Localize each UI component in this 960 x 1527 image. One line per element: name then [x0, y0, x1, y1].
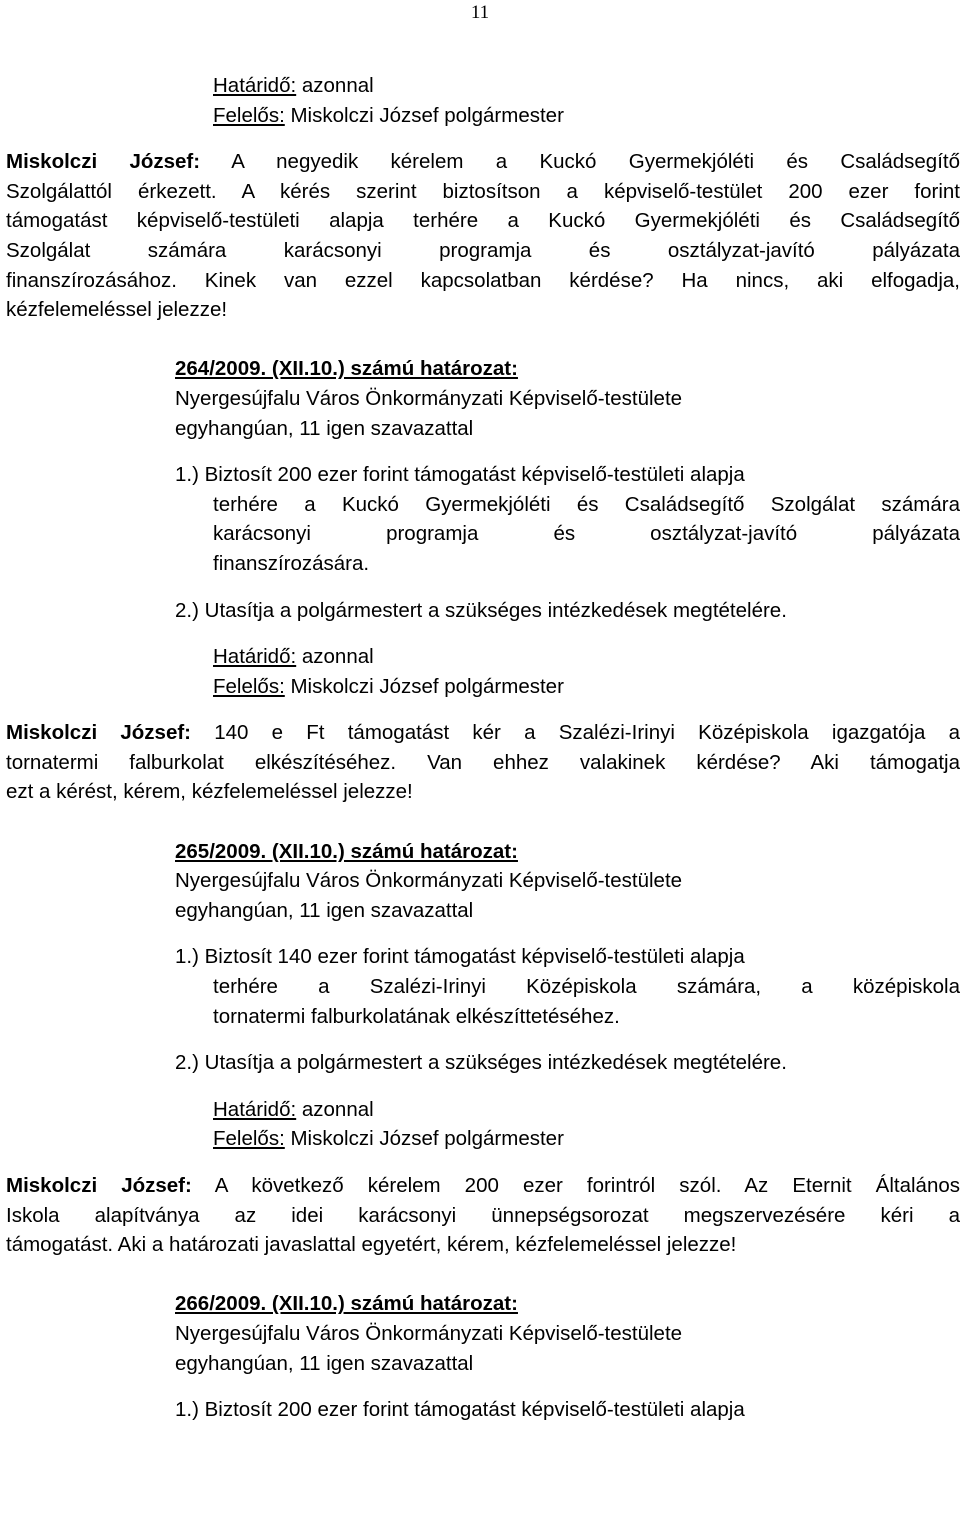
paragraph-line: Szolgálattól érkezett. A kérés szerint biztosítson a képviselő-testület 200 ezer forint [6, 179, 960, 203]
paragraph-line: Miskolczi József: 140 e Ft támogatást kér a Szalézi-Irinyi Középiskola igazgatója a [6, 721, 960, 745]
resolution-title: 266/2009. (XII.10.) számú határozat: [175, 1292, 518, 1316]
responsible-label: Felelős: [213, 1127, 285, 1151]
resolution-item-1: 1.) Biztosít 200 ezer forint támogatást képviselő-testületi alapja [175, 1398, 745, 1422]
responsible-line [213, 1124, 960, 1154]
resolution-item-2: 2.) Utasítja a polgármestert a szükséges intézkedések megtételére. [175, 598, 787, 622]
deadline-line [213, 1095, 960, 1125]
paragraph-line: Iskola alapítványa az idei karácsonyi ünnepségsorozat megszervezésére kéri a [6, 1203, 960, 1227]
paragraph-2 [6, 718, 960, 807]
paragraph-line: támogatást képviselő-testületi alapja terhére a Kuckó Gyermekjóléti és Családsegítő [6, 209, 960, 233]
deadline-label: Határidő: [213, 74, 297, 97]
resolution-body: Nyergesújfalu Város Önkormányzati Képviselő-testülete [175, 386, 683, 410]
resolution-item-line: finanszírozására. [213, 551, 370, 575]
paragraph-line: kézfelemeléssel jelezze! [6, 298, 228, 322]
responsible-value: Miskolczi József polgármester [284, 674, 564, 698]
speaker-name: Miskolczi József: [6, 721, 191, 745]
deadline-label: Határidő: [213, 1097, 297, 1121]
resolution-title: 265/2009. (XII.10.) számú határozat: [175, 839, 518, 863]
resolution-item-2: 2.) Utasítja a polgármestert a szükséges intézkedések megtételére. [175, 1051, 787, 1075]
resolution-body: Nyergesújfalu Város Önkormányzati Képviselő-testülete [175, 1321, 683, 1345]
paragraph-line: ezt a kérést, kérem, kézfelemeléssel jelezze! [6, 780, 413, 804]
paragraph-line: Szolgálat számára karácsonyi programja és osztályzat-javító pályázata [6, 238, 960, 262]
responsible-label: Felelős: [213, 103, 285, 127]
paragraph-line: finanszírozásához. Kinek van ezzel kapcsolatban kérdése? Ha nincs, aki elfogadja, [6, 268, 960, 292]
resolution-item-line: terhére a Szalézi-Irinyi Középiskola számára, a középiskola [213, 975, 960, 999]
paragraph-line: tornatermi falburkolat elkészítéséhez. Van ehhez valakinek kérdése? Aki támogatja [6, 750, 960, 774]
resolution-item-line: karácsonyi programja és osztályzat-javító pályázata [213, 522, 960, 546]
resolution-title: 264/2009. (XII.10.) számú határozat: [175, 357, 518, 381]
resolution-vote: egyhangúan, 11 igen szavazattal [175, 416, 474, 440]
deadline-value: azonnal [296, 645, 374, 669]
resolution-vote: egyhangúan, 11 igen szavazattal [175, 898, 474, 922]
resolution-265 [6, 837, 960, 1078]
resolution-266 [6, 1289, 960, 1424]
resolution-item-line: tornatermi falburkolatának elkészíttetéséhez. [213, 1004, 620, 1028]
deadline-label: Határidő: [213, 645, 297, 669]
page-number: 11 [470, 2, 490, 23]
responsible-value: Miskolczi József polgármester [284, 1127, 564, 1151]
responsible-label: Felelős: [213, 674, 285, 698]
responsible-value: Miskolczi József polgármester [284, 103, 564, 127]
deadline-value: azonnal [296, 74, 374, 97]
responsible-line [213, 101, 960, 131]
resolution-item-line: terhére a Kuckó Gyermekjóléti és Családsegítő Szolgálat számára [213, 492, 960, 516]
resolution-item-1: 1.) Biztosít 140 ezer forint támogatást képviselő-testületi alapja [175, 945, 745, 969]
paragraph-1 [6, 147, 960, 325]
responsible-line [213, 672, 960, 702]
document-body [6, 71, 960, 1425]
deadline-value: azonnal [296, 1097, 374, 1121]
paragraph-line: Miskolczi József: A negyedik kérelem a Kuckó Gyermekjóléti és Családsegítő [6, 150, 960, 174]
resolution-264 [6, 354, 960, 625]
deadline-line [213, 642, 960, 672]
speaker-name: Miskolczi József: [6, 150, 201, 174]
resolution-vote: egyhangúan, 11 igen szavazattal [175, 1351, 474, 1375]
paragraph-line: Miskolczi József: A következő kérelem 200 ezer forintról szól. Az Eternit Általános [6, 1174, 960, 1197]
paragraph-line: támogatást. Aki a határozati javaslattal egyetért, kérem, kézfelemeléssel jelezze! [6, 1233, 737, 1257]
paragraph-3 [6, 1171, 960, 1260]
speaker-name: Miskolczi József: [6, 1174, 192, 1197]
deadline-line [213, 71, 960, 101]
resolution-item-1: 1.) Biztosít 200 ezer forint támogatást képviselő-testületi alapja [175, 463, 745, 487]
resolution-body: Nyergesújfalu Város Önkormányzati Képviselő-testülete [175, 869, 683, 893]
